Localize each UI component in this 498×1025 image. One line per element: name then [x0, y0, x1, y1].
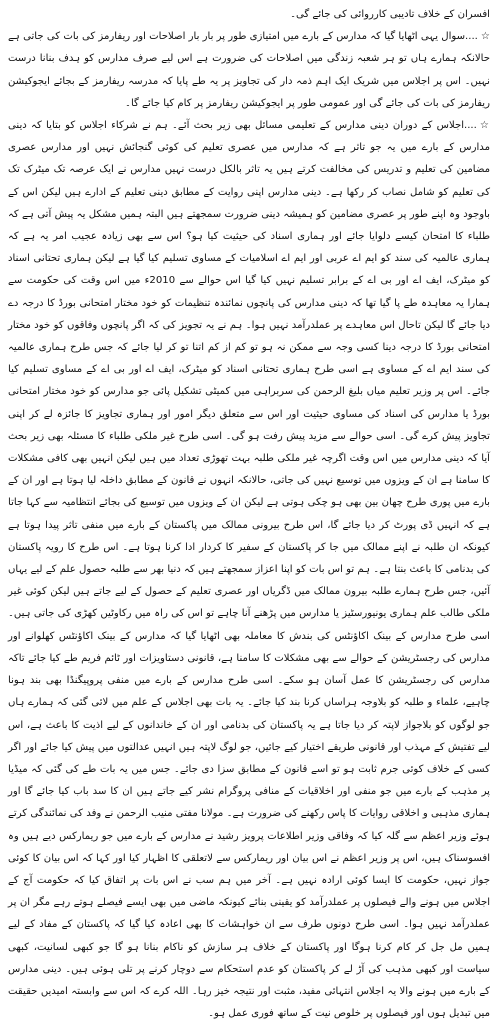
article-paragraph-2 — [8, 26, 490, 115]
paragraph-3-text: ....اجلاس کے دوران دینی مدارس کے تعلیمی مسائل بھی زیر بحث آئے۔ ہم نے شرکاء اجلاس کو بتایا کہ دینی مدارس کے بارے میں یہ جو تاثر ہے کہ مدارس میں عصری تعلیم کی کوئی گنجائش نہیں اور مدارس عصری مضامین کی تعلیم و تدریس کی مخالفت کرتے ہیں یہ تاثر بالکل درست نہیں مدارس نے ایک عرصہ تک میٹرک تک کی تعلیم کو شامل نصاب کر رکھا ہے۔ دینی مدارس اپنی روایت کے مطابق دینی تعلیم کے ادارے ہیں لیکن اس کے باوجود وہ اپنے طور پر عصری مضامین کو ہمیشہ دینی ضرورت سمجھتے ہیں البتہ ہمیں مشکل یہ پیش آتی ہے کہ طلباء کا امتحان کیسے دلوایا جائے اور ہماری اسناد کی حیثیت کیا ہو؟ اس سے بھی زیادہ عجیب امر یہ ہے کہ ہماری عالمیہ کی سند کو ایم اے عربی اور ایم اے اسلامیات کے مساوی تسلیم کیا گیا ہے لیکن ہماری تحتانی اسناد کو میٹرک، ایف اے اور بی اے کے برابر تسلیم نہیں کیا گیا اس حوالے سے 2010ء میں اس وقت کی حکومت سے ہمارا یہ معاہدہ طے پا گیا تھا کہ دینی مدارس کی پانچوں نمائندہ تنظیمات کو خود مختار امتحانی بورڈ کا درجہ دے دیا جائے گا لیکن تاحال اس معاہدے پر عملدرآمد نہیں ہوا۔ ہم نے یہ تجویز کی کہ اگر پانچوں وفاقوں کو خود مختار امتحانی بورڈ کا درجہ دینا کسی وجہ سے ممکن نہ ہو تو کم از کم اتنا تو کر لیا جائے کہ جس طرح ہماری عالمیہ کی سند ایم اے کے مساوی ہے اسی طرح ہماری تحتانی اسناد کو میٹرک، ایف اے اور بی اے کے مساوی تسلیم کیا جائے۔ اس پر وزیر تعلیم میاں بلیغ الرحمن کی سربراہی میں کمیٹی تشکیل پائی جو مدارس کو خود مختار امتحانی بورڈ یا مدارس کی اسناد کی مساوی حیثیت اور اس سے متعلق دیگر امور اور ہماری تجاویز کا جائزہ لے کر اپنی تجاویز پیش کرے گی۔ اسی حوالے سے مزید پیش رفت ہو گی۔ اسی طرح غیر ملکی طلباء کا مسئلہ بھی زیر بحث آیا کہ دینی مدارس میں اس وقت اگرچہ غیر ملکی طلبہ بہت تھوڑی تعداد میں ہیں لیکن انہیں بھی کافی مشکلات کا سامنا ہے ان کے ویزوں میں توسیع نہیں کی جاتی، حالانکہ انہوں نے قانون کے مطابق داخلہ لیا ہوتا ہے اور ان کے بارے میں پوری طرح چھان بین بھی ہو چکی ہوتی ہے لیکن ان کے ویزوں میں توسیع کی بجائے انتظامیہ سے کہا جاتا ہے کہ انہیں ڈی پورٹ کر دیا جائے گا، اس طرح بیرونی ممالک میں پاکستان کے بارے میں منفی تاثر پیدا ہوتا ہے کیونکہ ان طلبہ نے اپنے ممالک میں جا کر پاکستان کے سفیر کا کردار ادا کرنا ہوتا ہے۔ اس طرح کا رویہ پاکستان کی بدنامی کا باعث بنتا ہے۔ ہم تو اس بات کو اپنا اعزاز سمجھتے ہیں کہ دنیا بھر سے طلبہ حصول علم کے لیے یہاں آئیں، جس طرح ہمارے طلبہ بیرون ممالک میں ڈگریاں اور عصری تعلیم کے حصول کے لیے جاتے ہیں لیکن کوئی غیر ملکی طالب علم ہماری یونیورسٹیز یا مدارس میں پڑھنے آنا چاہے تو اس کی راہ میں رکاوٹیں کھڑی کی جاتی ہیں۔ اسی طرح مدارس کے بینک اکاؤنٹس کی بندش کا معاملہ بھی اٹھایا گیا کہ مدارس کے بینک اکاؤنٹس کھلوانے اور مدارس کی رجسٹریشن کے حوالے سے بھی مشکلات کا سامنا ہے، قانونی دستاویزات اور ٹائم فریم طے کیا جائے تاکہ مدارس کی رجسٹریشن کا عمل آسان ہو سکے۔ اسی طرح مدارس کے بارے میں منفی پروپیگنڈا بھی بند ہونا چاہیے، علماء و طلبہ کو بلاوجہ ہراساں کرنا بند کیا جائے۔ یہ بات بھی اجلاس کے علم میں لائی گئی کہ ہمارے ہاں جو لوگوں کو بلاجواز لاپتہ کر دیا جاتا ہے یہ پاکستان کی بدنامی اور ان کے خاندانوں کے لیے اذیت کا باعث ہے، اس لیے تفتیش کے مہذب اور قانونی طریقے اختیار کیے جائیں، جو لوگ لاپتہ ہیں انہیں عدالتوں میں پیش کیا جائے اور اگر کسی کے خلاف کوئی جرم ثابت ہو تو اسے قانون کے مطابق سزا دی جائے۔ جس میں یہ بات طے کی گئی کہ میڈیا پر مذہب کے بارے میں جو منفی اور اخلاقیات کے منافی پروگرام نشر کیے جاتے ہیں ان کا سد باب کیا جائے گا اور ہماری مذہبی و اخلاقی روایات کا پاس رکھنے کی ضرورت ہے۔ مولانا مفتی منیب الرحمن نے وفد کی نمائندگی کرتے ہوئے وزیر اعظم سے گلہ کیا کہ وفاقی وزیر اطلاعات پرویز رشید نے مدارس کے بارے میں جو ریمارکس دیے ہیں وہ افسوسناک ہیں، اس پر وزیر اعظم نے اس بیان اور ریمارکس سے لاتعلقی کا اظہار کیا اور کہا کہ اس بیان کا کوئی جواز نہیں، حکومت کا ایسا کوئی ارادہ نہیں ہے۔ آخر میں ہم سب نے اس بات پر اتفاق کیا کہ حکومت آج کے اجلاس میں ہونے والے فیصلوں پر عملدرآمد کو یقینی بنائے کیونکہ ماضی میں بھی ایسے فیصلے ہوتے رہے مگر ان پر عملدرآمد نہیں ہوا۔ اسی طرح دونوں طرف سے ان خواہشات کا بھی اعادہ کیا گیا کہ پاکستان کے مفاد کے لیے ہمیں مل جل کر کام کرنا ہوگا اور پاکستان کے خلاف ہر سازش کو ناکام بنانا ہو گا جو کبھی لسانیت، کبھی سیاست اور کبھی مذہب کی آڑ لے کر پاکستان کو عدم استحکام سے دوچار کرنے پر تلی ہوئی ہیں۔ دینی مدارس کے بارے میں ہونے والا یہ اجلاس انتہائی مفید، مثبت اور نتیجہ خیز رہا۔ اللہ کرے کہ اس سے وابستہ امیدیں حقیقت میں تبدیل ہوں اور فیصلوں پر خلوص نیت کے ساتھ فوری عمل ہو۔ — [8, 120, 490, 1020]
paragraph-2-text: ....سوال یہی اٹھایا گیا کہ مدارس کے بارے میں امتیازی طور پر بار بار اصلاحات اور ریفارمز کی بات کی جاتی ہے حالانکہ ہمارے ہاں تو ہر شعبہ زندگی میں اصلاحات کی ضرورت ہے اس لیے صرف مدارس کو ہدف بنانا درست نہیں۔ اس پر اجلاس میں شریک ایک اہم ذمہ دار کی تجاویز پر یہ طے پایا کہ مدرسہ ریفارمز کے بجائے ایجوکیشن ریفارمز کی بات کی جائے گی اور عمومی طور پر ایجوکیشن ریفارمز پر کام کیا جائے گا۔ — [8, 31, 490, 109]
paragraph-1-text: افسران کے خلاف تادیبی کارروائی کی جائے گی۔ — [290, 9, 490, 20]
star-outline-icon: ☆ — [479, 120, 490, 132]
article-paragraph-3 — [8, 115, 490, 1025]
star-outline-icon: ☆ — [480, 31, 490, 43]
article-paragraph-1 — [8, 4, 490, 26]
